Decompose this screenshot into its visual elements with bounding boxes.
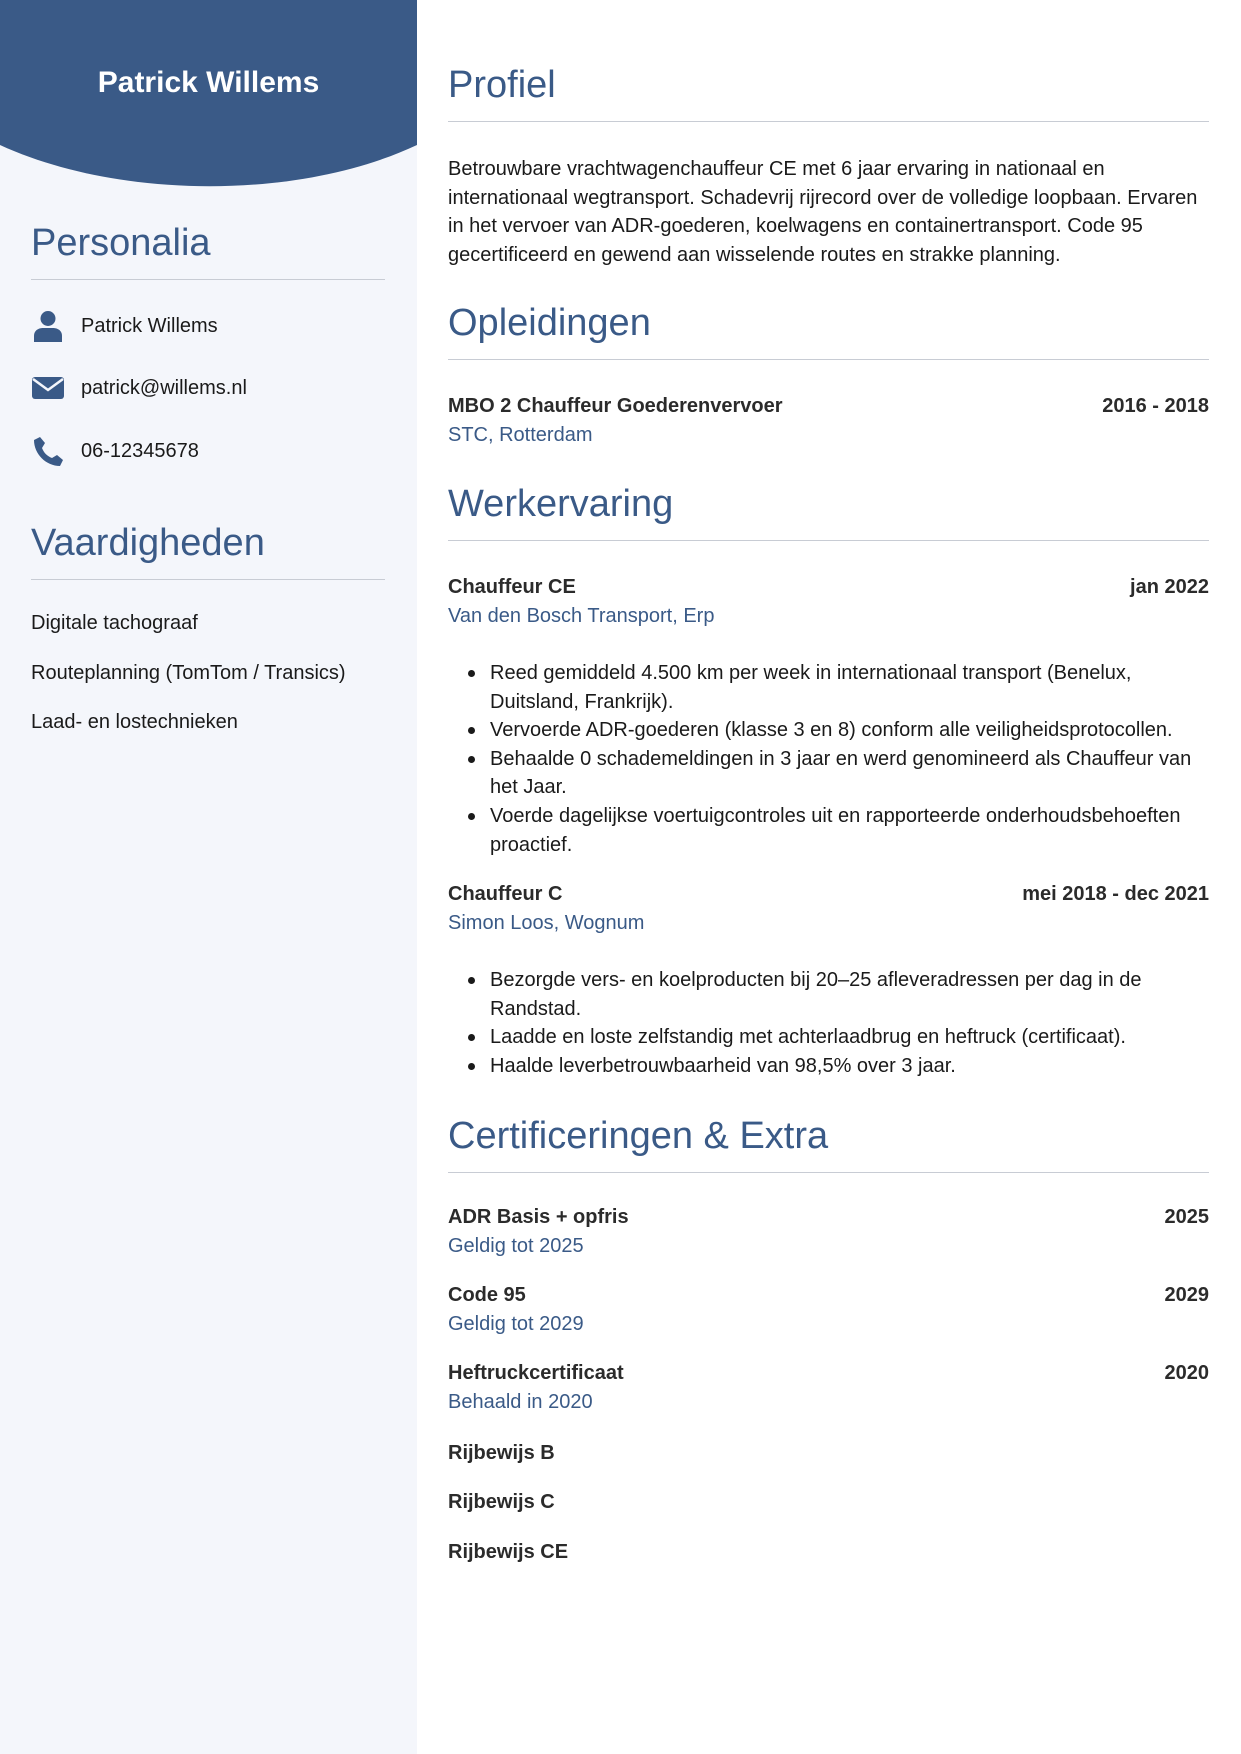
envelope-icon [31, 371, 65, 405]
job-company: Van den Bosch Transport, Erp [448, 605, 715, 627]
contact-email-row[interactable] [31, 370, 247, 406]
education-heading: Opleidingen [448, 302, 1209, 360]
contact-name-row [31, 308, 218, 344]
license-item: Rijbewijs B [448, 1442, 555, 1464]
skills-list [31, 612, 385, 742]
job-title: Chauffeur CE [448, 576, 576, 598]
experience-entry [448, 883, 1209, 935]
job-bullet: Voerde dagelijkse voertuigcontroles uit en rapporteerde onderhoudsbehoeften proactief. [490, 802, 1209, 859]
contact-phone-row[interactable] [31, 433, 199, 469]
experience-entry [448, 576, 1209, 628]
job-bullets [490, 659, 1209, 859]
education-entry [448, 395, 1209, 447]
job-bullet: Haalde leverbetrouwbaarheid van 98,5% over 3 jaar. [490, 1052, 1209, 1081]
job-date: jan 2022 [1130, 576, 1209, 598]
license-item: Rijbewijs CE [448, 1541, 569, 1563]
license-item: Rijbewijs C [448, 1491, 555, 1513]
skill-item: Digitale tachograaf [31, 612, 198, 634]
certification-entry [448, 1284, 1209, 1336]
certification-date: 2025 [1164, 1206, 1209, 1228]
contact-phone[interactable]: 06-12345678 [81, 439, 199, 462]
person-icon [31, 309, 65, 343]
resume-name: Patrick Willems [97, 66, 320, 99]
phone-icon [31, 434, 65, 468]
sidebar [0, 0, 417, 1754]
education-school: STC, Rotterdam [448, 424, 593, 446]
job-company: Simon Loos, Wognum [448, 912, 645, 934]
job-bullet: Bezorgde vers- en koelproducten bij 20–25 afleveradressen per dag in de Randstad. [490, 966, 1209, 1023]
certification-title: Code 95 [448, 1284, 526, 1306]
certification-validity: Geldig tot 2029 [448, 1313, 584, 1335]
job-date: mei 2018 - dec 2021 [1022, 883, 1209, 905]
job-bullet: Laadde en loste zelfstandig met achterlaadbrug en heftruck (certificaat). [490, 1023, 1209, 1052]
skills-heading: Vaardigheden [31, 522, 385, 580]
certification-date: 2029 [1164, 1284, 1209, 1306]
certification-title: ADR Basis + opfris [448, 1206, 629, 1228]
certification-validity: Geldig tot 2025 [448, 1235, 584, 1257]
contact-email[interactable]: patrick@willems.nl [81, 376, 247, 399]
contact-list [31, 308, 385, 468]
job-title: Chauffeur C [448, 883, 563, 905]
certifications-heading: Certificeringen & Extra [448, 1115, 1209, 1173]
profile-heading: Profiel [448, 64, 1209, 122]
experience-heading: Werkervaring [448, 483, 1209, 541]
job-bullet: Reed gemiddeld 4.500 km per week in internationaal transport (Benelux, Duitsland, Frankrijk). [490, 659, 1209, 716]
job-bullet: Behaalde 0 schademeldingen in 3 jaar en werd genomineerd als Chauffeur van het Jaar. [490, 745, 1209, 802]
contact-name: Patrick Willems [81, 314, 218, 337]
job-bullet: Vervoerde ADR-goederen (klasse 3 en 8) conform alle veiligheidsprotocollen. [490, 716, 1209, 745]
certification-validity: Behaald in 2020 [448, 1391, 593, 1413]
certification-entry [448, 1362, 1209, 1414]
profile-text: Betrouwbare vrachtwagenchauffeur CE met 6 jaar ervaring in nationaal en internationaal wegtransport. Schadevrij rijrecord over de volledige loopbaan. Ervaren in het vervoer van ADR-goederen, koelwagens en containertransport. Code 95 gecertificeerd en gewend aan wisselende routes en strakke planning. [448, 158, 1198, 266]
skill-item: Laad- en lostechnieken [31, 711, 238, 733]
skills-section [31, 522, 385, 580]
skill-item: Routeplanning (TomTom / Transics) [31, 662, 346, 684]
certification-title: Heftruckcertificaat [448, 1362, 624, 1384]
sidebar-header [0, 0, 417, 190]
education-title: MBO 2 Chauffeur Goederenvervoer [448, 395, 783, 417]
personalia-section [31, 222, 385, 280]
certification-date: 2020 [1164, 1362, 1209, 1384]
personalia-heading: Personalia [31, 222, 385, 280]
certification-entry [448, 1206, 1209, 1258]
education-date: 2016 - 2018 [1102, 395, 1209, 417]
job-bullets [490, 966, 1209, 1080]
